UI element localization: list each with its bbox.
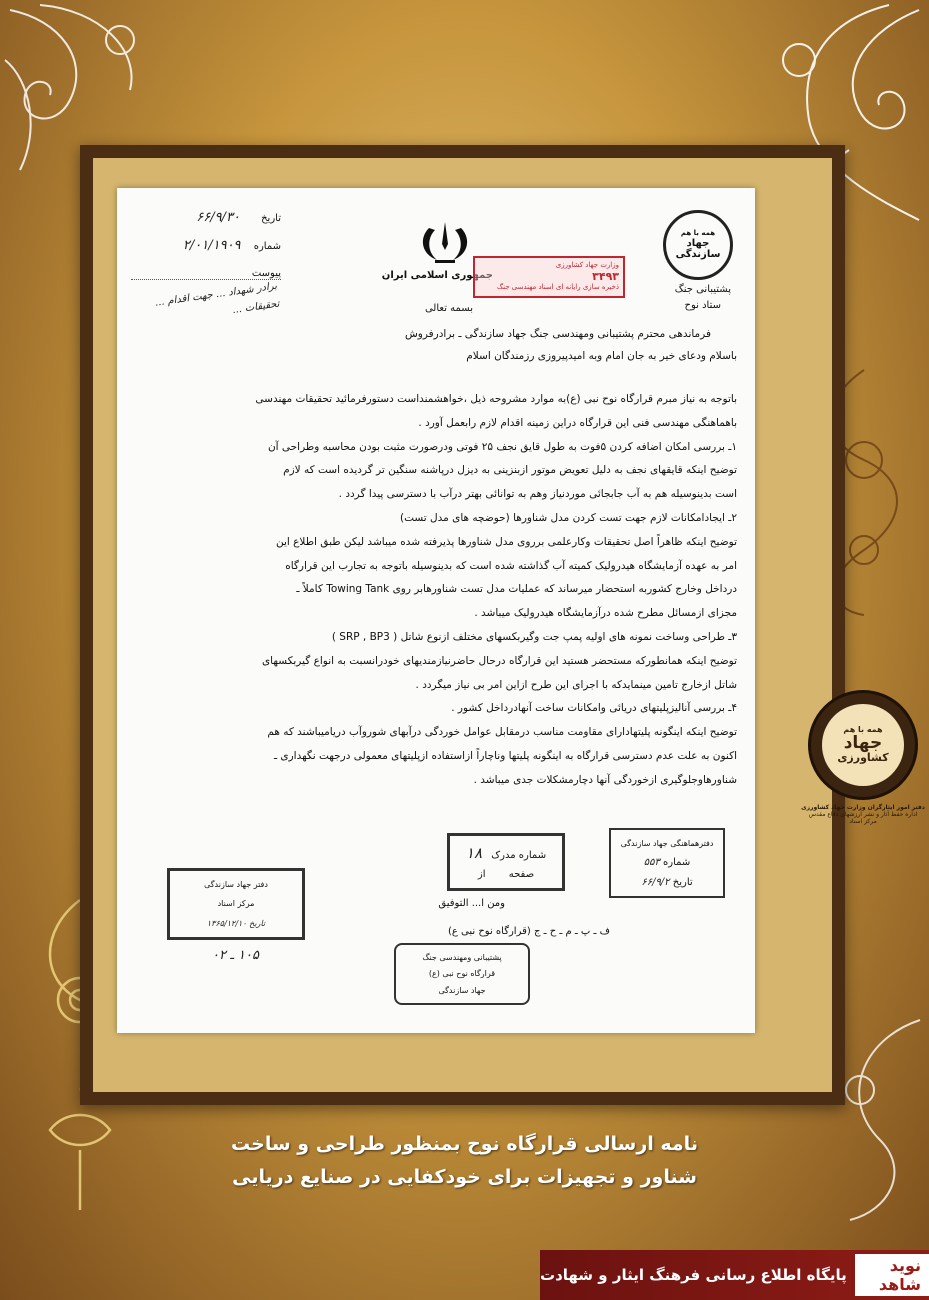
number-row [131, 238, 281, 253]
logo-ring [808, 690, 918, 800]
letter-closing: ومن ا... التوفیق [438, 898, 505, 909]
body-line: باتوجه به نیاز مبرم قرارگاه نوح نبی (ع)به موارد مشروحه ذیل ،خواهشمنداست دستورفرمائید تحقیقات مهندسی [255, 393, 737, 405]
handwritten-marginal-note: برادر شهداد ... جهت اقدام ... تحقیقات ... [154, 280, 281, 317]
letter-body [135, 388, 737, 793]
body-line: ۲ـ ایجادامکانات لازم جهت تست کردن مدل شناورها (حوضچه های مدل تست) [399, 511, 737, 524]
number-value: ۲/۰۱/۱۹۰۹ [182, 238, 241, 253]
stamp1-number-row [617, 857, 717, 868]
body-line: توضیح اینکه ظاهراً اصل تحقیقات وکارعلمی برروی مدل شناورها پذیرفته شده میباشد لیکن طبق اطلاع این [276, 535, 737, 548]
iran-emblem-icon [415, 220, 475, 266]
side-logo-top: همه با هم [843, 725, 883, 735]
side-logo-main1: جهاد [843, 732, 883, 753]
bismillah: بسمه تعالی [424, 303, 473, 314]
stamp4-line3: تاریخ ۱۳۶۵/۱۲/۱۰ [206, 918, 266, 928]
file-code: ۱۰۵ ـ ۰۲ [212, 948, 259, 963]
side-logo-caption-1: دفتر امور ایثارگران وزارت جهاد کشاورزی [801, 804, 925, 811]
archive-center-stamp [167, 868, 305, 940]
date-value: ۶۶/۹/۳۰ [196, 210, 240, 225]
red-stamp-number: ۳۴۹۳ [592, 270, 619, 283]
scanned-letter [117, 188, 755, 1033]
stamp1-date-row [617, 877, 717, 888]
footer-banner[interactable] [540, 1250, 929, 1300]
attachment-row [131, 268, 281, 280]
caption-line-1: نامه ارسالی قرارگاه نوح بمنظور طراحی و ساخت [231, 1133, 698, 1155]
stamp2-of-label: از [477, 869, 486, 881]
body-line: امر به عهده آزمایشگاه هیدرولیک کمیته آب گذاشته شده است که بدینوسیله باتوجه به تجارب این قرارگاه [285, 559, 737, 572]
number-label: شماره [253, 241, 281, 252]
red-registration-stamp [473, 256, 625, 298]
side-logo-caption-2: اداره حفظ آثار و نشر ارزشهای دفاع مقدس [808, 811, 918, 818]
body-line: باهماهنگی مهندسی فنی این قرارگاه دراین زمینه اقدام لازم رابعمل آورد . [418, 416, 737, 429]
stamp2-row2 [456, 869, 556, 880]
org-line-2: ستاد نوح [684, 300, 721, 311]
red-stamp-line-1: وزارت جهاد کشاورزی [555, 261, 619, 269]
date-label: تاریخ [261, 213, 281, 224]
body-line: توضیح اینکه اینگونه پلیتهادارای مقاومت مناسب درمقابل عوامل خوردگی درآبهای شوروآب دریامیباشند که هم [267, 726, 737, 739]
stamp1-date: ۶۶/۹/۲ [641, 876, 670, 888]
caption-line-2: شناور و تجهیزات برای خودکفایی در صنایع دریایی [232, 1166, 697, 1188]
jihad-sazandegi-logo [663, 210, 733, 280]
stamp3-line3: جهاد سازندگی [438, 986, 486, 996]
body-line: ۳ـ طراحی وساخت نمونه های اولیه پمپ جت وگیربکسهای مختلف ازنوع شاتل ( SRP , BP3 ) [331, 630, 737, 643]
stamp3-line1: پشتیبانی ومهندسی جنگ [422, 952, 502, 962]
footer-site-name: پایگاه اطلاع رسانی فرهنگ ایثار و شهادت [540, 1266, 847, 1284]
headquarters-seal-stamp [394, 943, 530, 1005]
stamp1-number: ۵۵۳ [643, 856, 660, 868]
coordination-office-stamp [609, 828, 725, 898]
jihad-keshavarzi-logo [800, 690, 926, 825]
letter-recipient: فرماندهی محترم پشتیبانی ومهندسی جنگ جهاد سازندگی ـ برادرفروش [404, 328, 711, 340]
stamp3-line2: قرارگاه نوح نبی (ع) [428, 969, 496, 979]
body-line: است بدینوسیله هم به آب جابجائی موردنیاز وهم به توانائی بهتر درآب با دسترسی پیدا گردد . [338, 488, 737, 501]
body-line: اکنون به علت عدم دسترسی قرارگاه به اینگونه پلیتها وناچاراً ازاستفاده ازپلیتهای معمولی درجهت نگهداری ـ [273, 749, 737, 762]
stamp2-page-label: صفحه [508, 869, 535, 881]
stamp1-line1: دفترهماهنگی جهاد سازندگی [620, 838, 714, 848]
stamp2-label: شماره مدرک [491, 849, 547, 861]
attachment-label: پیوست [251, 268, 281, 279]
stamp1-number-label: شماره [663, 856, 691, 868]
letter-greeting: باسلام ودعای خیر به جان امام وبه امیدپیروزی رزمندگان اسلام [466, 350, 737, 362]
signature-block: ف ـ پ ـ م ـ ح ـ ج (قرارگاه نوح نبی ع) [447, 926, 610, 937]
stamp4-line2: مرکز اسناد [217, 899, 255, 909]
document-number-stamp [447, 833, 565, 891]
body-line: ۱ـ بررسی امکان اضافه کردن ۵فوت به طول قایق نجف ۲۵ فوتی ودرصورت مثبت بودن محاسبه وطراحی آن [267, 440, 737, 453]
side-logo-main2: کشاورزی [837, 751, 889, 765]
stamp2-row1 [456, 844, 556, 862]
logo-ring-inner [822, 704, 904, 786]
org-line-1: پشتیبانی جنگ [674, 284, 731, 295]
org-logo-top: همه با هم [680, 229, 716, 238]
body-line: درداخل وخارج کشوربه استحضار میرساند که عملیات مدل تست شناورهابر روی Towing Tank کاملاً ـ [296, 583, 737, 596]
body-line: توضیح اینکه قایقهای نجف به دلیل تعویض موتور ازبنزینی به دیزل درپاشنه سنگین تر گردیده است که لازم [283, 464, 737, 477]
org-logo-main: جهاد سازندگی [675, 237, 721, 260]
body-line: شناورهاوجلوگیری ازخوردگی آنها دچارمشکلات جدی میباشد . [473, 773, 737, 786]
emblem-caption: جمهوری اسلامی ایران [381, 270, 493, 281]
stamp1-date-label: تاریخ [672, 876, 693, 888]
red-stamp-line-2: ذخیره سازی رایانه ای اسناد مهندسی جنگ [496, 283, 619, 291]
body-line: توضیح اینکه همانطورکه مستحضر هستید این قرارگاه درحال حاضرنیازمندیهای خودرانسبت به انواع گیربکسهای [261, 654, 737, 667]
body-line: ۴ـ بررسی آنالیزپلیتهای دریائی وامکانات ساخت آنهادرداخل کشور . [451, 702, 737, 715]
body-line: شاتل ازخارج تامین مینمایدکه با اجرای این طرح ازاین امر بی نیاز میگردد . [415, 678, 737, 691]
stamp4-line1: دفتر جهاد سازندگی [204, 880, 268, 890]
navid-shahed-logo: نوید شاهد [855, 1254, 929, 1296]
side-logo-caption-3: مرکز اسناد [849, 818, 877, 825]
stamp2-number: ۱۸ [465, 843, 483, 862]
body-line: مجزای ازمسائل مطرح شده درآزمایشگاه هیدرولیک میباشد . [474, 607, 737, 620]
date-row [131, 210, 281, 225]
